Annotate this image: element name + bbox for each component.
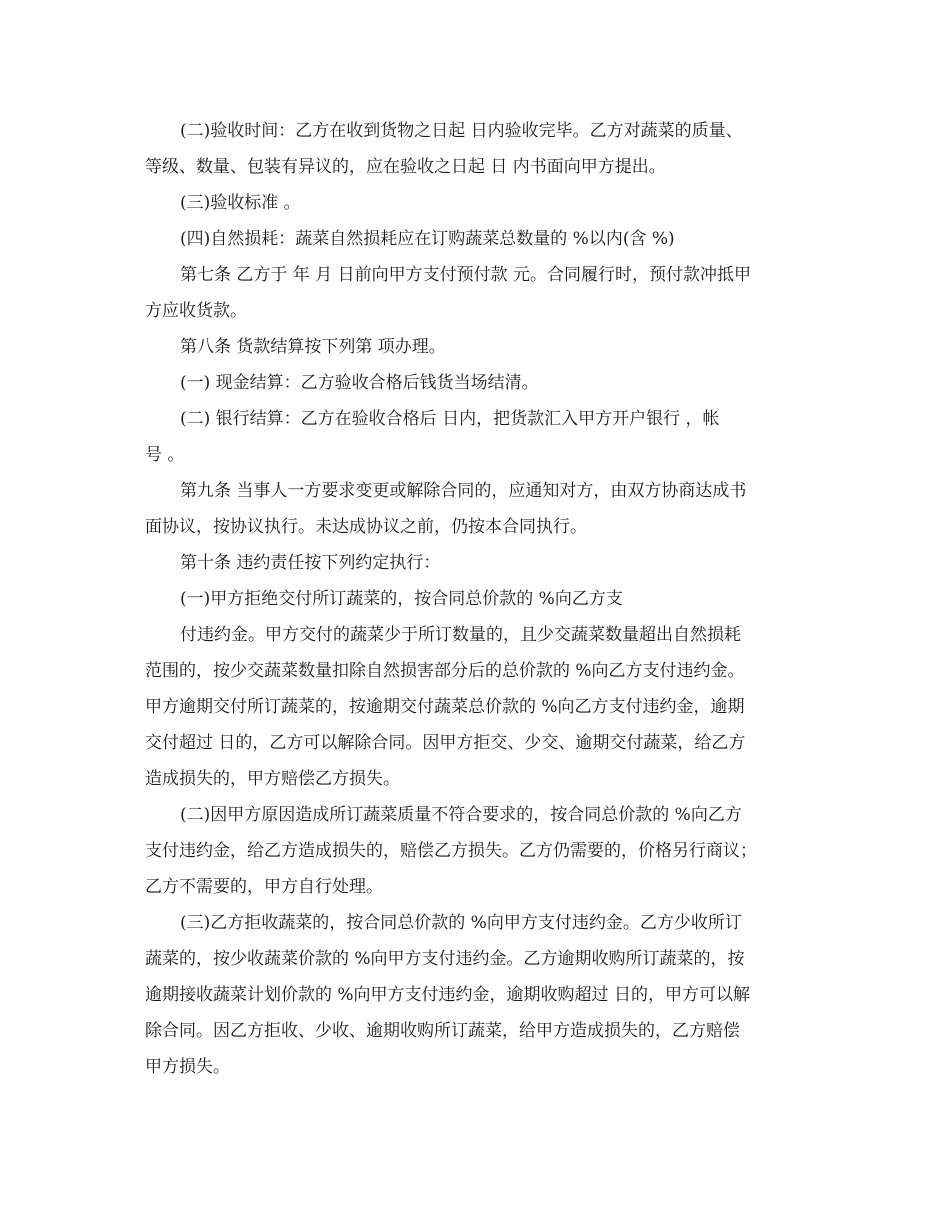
text-line: 第七条 乙方于 年 月 日前向甲方支付预付款 元。合同履行时，预付款冲抵甲 xyxy=(180,265,752,285)
paragraph-party-a-refusal xyxy=(145,581,810,617)
text-line: 蔬菜的，按少收蔬菜价款的 %向甲方支付违约金。乙方逾期收购所订蔬菜的，按 xyxy=(145,949,745,969)
text-line: (一) 现金结算：乙方验收合格后钱货当场结清。 xyxy=(180,373,539,393)
text-line: 范围的，按少交蔬菜数量扣除自然损害部分后的总价款的 %向乙方支付违约金。 xyxy=(145,661,745,681)
paragraph-article-9 xyxy=(145,473,810,545)
paragraph-quality-breach xyxy=(145,797,810,905)
text-line: (二)验收时间：乙方在收到货物之日起 日内验收完毕。乙方对蔬菜的质量、 xyxy=(180,121,743,141)
text-line: 第八条 货款结算按下列第 项办理。 xyxy=(180,337,446,357)
paragraph-acceptance-standard xyxy=(145,185,810,221)
text-line: 方应收货款。 xyxy=(145,301,247,321)
paragraph-bank-settlement xyxy=(145,401,810,473)
text-line: 付违约金。甲方交付的蔬菜少于所订数量的，且少交蔬菜数量超出自然损耗 xyxy=(180,625,741,645)
text-line: 造成损失的，甲方赔偿乙方损失。 xyxy=(145,769,400,789)
text-line: 逾期接收蔬菜计划价款的 %向甲方支付违约金，逾期收购超过 日的，甲方可以解 xyxy=(145,985,750,1005)
paragraph-acceptance-time xyxy=(145,113,810,185)
text-line: 甲方逾期交付所订蔬菜的，按逾期交付蔬菜总价款的 %向乙方支付违约金，逾期 xyxy=(145,697,745,717)
text-line: 除合同。因乙方拒收、少收、逾期收购所订蔬菜，给甲方造成损失的，乙方赔偿 xyxy=(145,1021,740,1041)
text-line: 乙方不需要的，甲方自行处理。 xyxy=(145,877,383,897)
text-line: (四)自然损耗：蔬菜自然损耗应在订购蔬菜总数量的 %以内(含 %) xyxy=(180,229,675,249)
paragraph-article-8 xyxy=(145,329,810,365)
text-line: 号 。 xyxy=(145,445,185,465)
text-line: 支付违约金，给乙方造成损失的，赔偿乙方损失。乙方仍需要的，价格另行商议； xyxy=(145,841,757,861)
text-line: (三)乙方拒收蔬菜的，按合同总价款的 %向甲方支付违约金。乙方少收所订 xyxy=(180,913,742,933)
text-line: 面协议，按协议执行。未达成协议之前，仍按本合同执行。 xyxy=(145,517,587,537)
text-line: (一)甲方拒绝交付所订蔬菜的，按合同总价款的 %向乙方支 xyxy=(180,589,623,609)
paragraph-cash-settlement xyxy=(145,365,810,401)
text-line: (二) 银行结算：乙方在验收合格后 日内，把货款汇入甲方开户银行 ，帐 xyxy=(180,409,720,429)
text-line: 第九条 当事人一方要求变更或解除合同的，应通知对方，由双方协商达成书 xyxy=(180,481,747,501)
paragraph-party-b-refusal xyxy=(145,905,810,1085)
text-line: 第十条 违约责任按下列约定执行： xyxy=(180,553,441,573)
paragraph-article-7 xyxy=(145,257,810,329)
text-line: 甲方损失。 xyxy=(145,1057,230,1077)
text-line: (二)因甲方原因造成所订蔬菜质量不符合要求的，按合同总价款的 %向乙方 xyxy=(180,805,742,825)
paragraph-article-10 xyxy=(145,545,810,581)
text-line: (三)验收标准 。 xyxy=(180,193,301,213)
text-line: 交付超过 日的，乙方可以解除合同。因甲方拒交、少交、逾期交付蔬菜，给乙方 xyxy=(145,733,746,753)
document-body xyxy=(145,113,810,1085)
paragraph-natural-loss xyxy=(145,221,810,257)
text-line: 等级、数量、包装有异议的，应在验收之日起 日 内书面向甲方提出。 xyxy=(145,157,666,177)
paragraph-penalty-details xyxy=(145,617,810,797)
